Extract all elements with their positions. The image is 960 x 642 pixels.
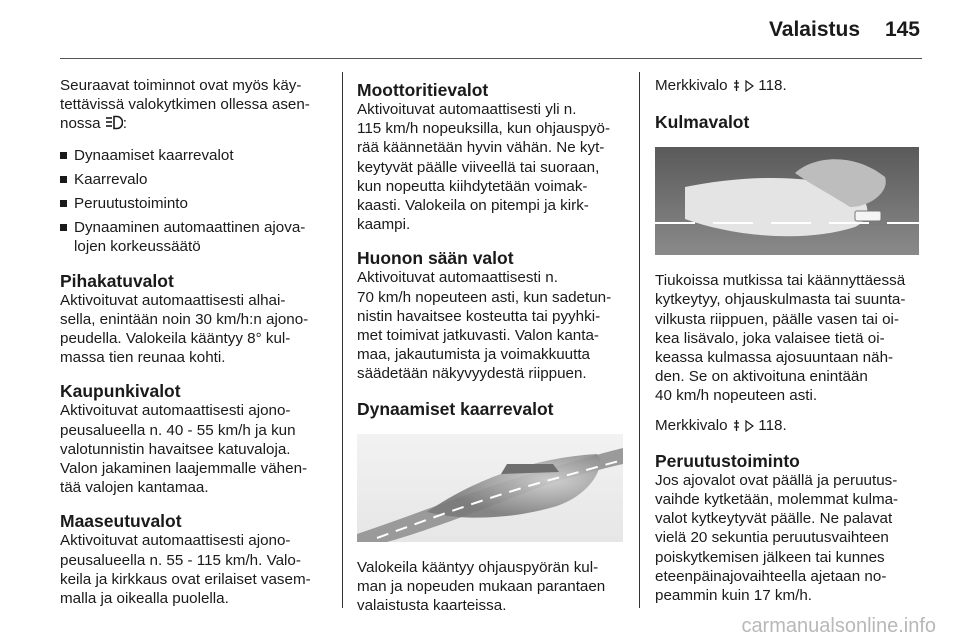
section-text: Tiukoissa mutkissa tai käännyttäessä kytkeytyy, ohjauskulmasta tai suunta- vilkusta riippuen, päälle vasen tai oi- kea lisävalo, joka valaisee tietä oi- keassa kulmassa ajosuuntaan näh- den. Se on aktivoituna enintään 40 km/h nopeuteen asti. <box>655 272 906 405</box>
auto-light-icon <box>105 115 123 135</box>
list-item: Dynaaminen automaattinen ajova- lojen korkeussäätö <box>60 218 328 256</box>
section-text: Aktivoituvat automaattisesti yli n. 115 km/h nopeuksilla, kun ohjauspyö- rää käännetään hyvin vähän. Ne kyt- keytyvät päälle viiveellä tai suoraan, kun nopeutta kiihdytetään voimak- kaasti. Valokeila on pitempi ja kirk- kaampi. <box>357 101 610 234</box>
page-reference-icon <box>732 418 741 437</box>
list-item: Kaarrevalo <box>60 170 328 189</box>
intro-paragraph: Seuraavat toiminnot ovat myös käy- tettävissä valokytkimen ollessa asen- nossa : <box>60 76 328 136</box>
column-2 <box>357 76 627 625</box>
section-heading: Peruutustoiminto <box>655 450 800 471</box>
dynamic-curve-light-illustration <box>357 434 623 542</box>
section-heading: Maaseutuvalot <box>60 511 182 532</box>
column-divider-1 <box>342 72 343 608</box>
page-header <box>0 0 960 58</box>
section-text: Aktivoituvat automaattisesti ajono- peusalueella n. 40 - 55 km/h ja kun valotunnistin havaitsee katuvaloja. Valon jakaminen laajemmalle vähen- tää valojen kantamaa. <box>60 402 308 497</box>
section-heading: Huonon sään valot <box>357 248 514 269</box>
section-heading: Kaupunkivalot <box>60 381 181 402</box>
page-reference-icon <box>732 78 741 97</box>
section-text: Aktivoituvat automaattisesti alhai- sella, enintään noin 30 km/h:n ajono- peudella. Valokeila kääntyy 8° kul- massa tien reunaa kohti. <box>60 291 309 367</box>
figure-caption-text: Valokeila kääntyy ohjauspyörän kul- man ja nopeuden mukaan parantaen valaistusta kaarteissa. <box>357 558 606 615</box>
section-heading: Moottoritievalot <box>357 80 489 100</box>
header-rule <box>60 58 922 59</box>
major-heading: Kulmavalot <box>655 112 750 133</box>
page-number: 145 <box>884 18 920 41</box>
cross-reference: Merkkivalo 118. <box>655 76 923 97</box>
section-heading: Pihakatuvalot <box>60 270 174 291</box>
list-item: Dynaamiset kaarrevalot <box>60 146 328 165</box>
corner-light-illustration <box>655 147 919 255</box>
column-divider-2 <box>639 72 640 608</box>
section-text: Jos ajovalot ovat päällä ja peruutus- vaihde kytketään, molemmat kulma- valot kytkeytyvät päälle. Ne palavat vielä 20 sekuntia peruutusvaihteen poiskytkemisen jälkeen tai kunnes eteenpäinajovaihteella ajetaan no- peammin kuin 17 km/h. <box>655 471 899 605</box>
column-1 <box>60 76 328 618</box>
feature-list <box>60 146 328 257</box>
section-text: Aktivoituvat automaattisesti ajono- peusalueella n. 55 - 115 km/h. Valo- keila ja kirkkaus ovat erilaiset vasem- malla ja oikealla puolella. <box>60 532 311 608</box>
major-heading: Dynaamiset kaarrevalot <box>357 398 554 419</box>
section-text: Aktivoituvat automaattisesti n. 70 km/h nopeuteen asti, kun sadetun- nistin havaitsee kosteutta tai pyyhki- met toimivat jatkuvasti. Valon kanta- maa, jakautumista ja voimakkuutta säädetään näkyvyydestä riippuen. <box>357 269 612 383</box>
column-3 <box>655 76 923 615</box>
arrow-right-icon <box>745 418 754 437</box>
watermark: carmanualsonline.info <box>741 615 936 637</box>
cross-reference: Merkkivalo 118. <box>655 416 923 437</box>
list-item: Peruutustoiminto <box>60 194 328 213</box>
header-title: Valaistus <box>768 18 860 41</box>
arrow-right-icon <box>745 78 754 97</box>
